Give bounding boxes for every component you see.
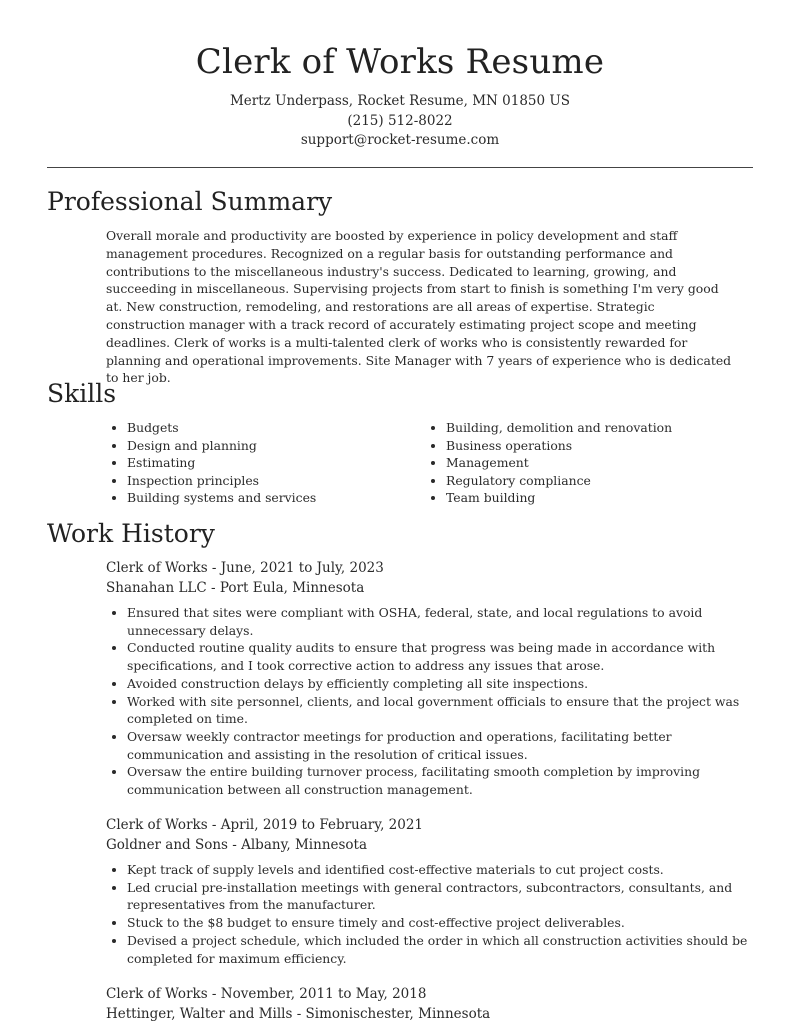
job-entry [106,815,756,967]
work-history-heading: Work History [47,519,215,548]
skill-item: • Management [446,454,672,472]
responsibility-item: • Oversaw weekly contractor meetings for production and operations, facilitating better communication and assisting in the resolution of critical issues. [127,728,756,763]
email-line: support@rocket-resume.com [300,132,500,148]
responsibility-item: • Kept track of supply levels and identified cost-effective materials to cut project costs. [127,861,756,879]
skill-item: • Building systems and services [127,489,425,507]
contact-block [0,92,800,151]
responsibility-item: • Oversaw the entire building turnover process, facilitating smooth completion by improving communication between all construction management. [127,763,756,798]
skill-item: • Business operations [446,437,672,455]
phone-line: (215) 512-8022 [347,112,453,129]
skills-column-right [425,419,672,507]
responsibility-item: • Led crucial pre-installation meetings with general contractors, subcontractors, consultants, and representatives from the manufacturer. [127,879,756,914]
job-title-dates: Clerk of Works - November, 2011 to May, 2018 [106,986,427,1002]
skill-item: • Budgets [127,419,425,437]
responsibility-item: • Avoided construction delays by efficiently completing all site inspections. [127,675,756,693]
skills-column-left [106,419,425,507]
job-company-location: Hettinger, Walter and Mills - Simonischester, Minnesota [106,1006,491,1022]
skills-list [106,419,756,507]
job-responsibilities [106,604,756,799]
job-title-dates: Clerk of Works - June, 2021 to July, 2023 [106,560,384,576]
responsibility-item: • Worked with site personnel, clients, and local government officials to ensure that the project was completed on time. [127,693,756,728]
responsibility-item: • Ensured that sites were compliant with OSHA, federal, state, and local regulations to avoid unnecessary delays. [127,604,756,639]
responsibility-item: • Stuck to the $8 budget to ensure timely and cost-effective project deliverables. [127,914,756,932]
resume-header [0,0,800,151]
page-title: Clerk of Works Resume [195,42,605,82]
job-entry [106,984,756,1024]
skill-item: • Regulatory compliance [446,472,672,490]
responsibility-item: • Conducted routine quality audits to ensure that progress was being made in accordance with specifications, and I took corrective action to address any issues that arose. [127,639,756,674]
job-responsibilities [106,861,756,967]
skill-item: • Building, demolition and renovation [446,419,672,437]
responsibility-item: • Devised a project schedule, which included the order in which all construction activities should be completed for maximum efficiency. [127,932,756,967]
job-company-location: Shanahan LLC - Port Eula, Minnesota [106,580,365,596]
job-company-location: Goldner and Sons - Albany, Minnesota [106,837,368,853]
job-entry [106,558,756,799]
summary-heading: Professional Summary [47,187,333,216]
skill-item: • Inspection principles [127,472,425,490]
address-line: Mertz Underpass, Rocket Resume, MN 01850 US [229,93,571,109]
skill-item: • Design and planning [127,437,425,455]
header-divider [47,167,753,168]
skill-item: • Estimating [127,454,425,472]
skills-heading: Skills [47,379,117,408]
summary-text: Overall morale and productivity are boosted by experience in policy development and staff management procedures. Recognized on a regular basis for outstanding performance and contributions to the miscellaneous industry's success. Dedicated to learning, growing, and succeeding in miscellaneous. Supervising projects from start to finish is something I'm very good at. New construction, remodeling, and restorations are all areas of expertise. Strategic construction manager with a track record of accurately estimating project scope and meeting deadlines. Clerk of works is a multi-talented clerk of works who is consistently rewarded for planning and operational improvements. Site Manager with 7 years of experience who is dedicated to her job. [106,228,732,386]
job-title-dates: Clerk of Works - April, 2019 to February, 2021 [106,817,424,833]
skill-item: • Team building [446,489,672,507]
